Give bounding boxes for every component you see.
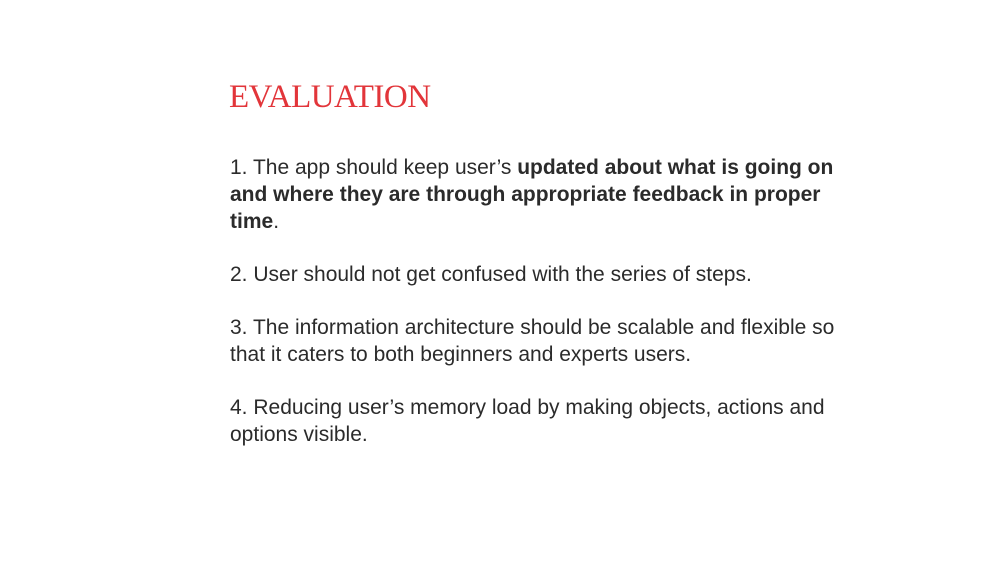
evaluation-point-3: 3. The information architecture should be scalable and flexible so that it caters to both beginners and experts users. — [230, 316, 835, 366]
point-1-lead-text: 1. The app should keep user’s — [230, 156, 518, 179]
evaluation-point-2: 2. User should not get confused with the series of steps. — [230, 263, 752, 286]
evaluation-point-4: 4. Reducing user’s memory load by making objects, actions and options visible. — [230, 396, 825, 446]
point-1-tail-text: . — [273, 210, 280, 233]
slide-title: EVALUATION — [229, 79, 431, 115]
evaluation-point-1 — [230, 154, 850, 235]
point-1-emphasis-text: updated about what is going on and where they are through appropriate feedback in proper time — [230, 156, 834, 233]
evaluation-points — [230, 154, 850, 448]
